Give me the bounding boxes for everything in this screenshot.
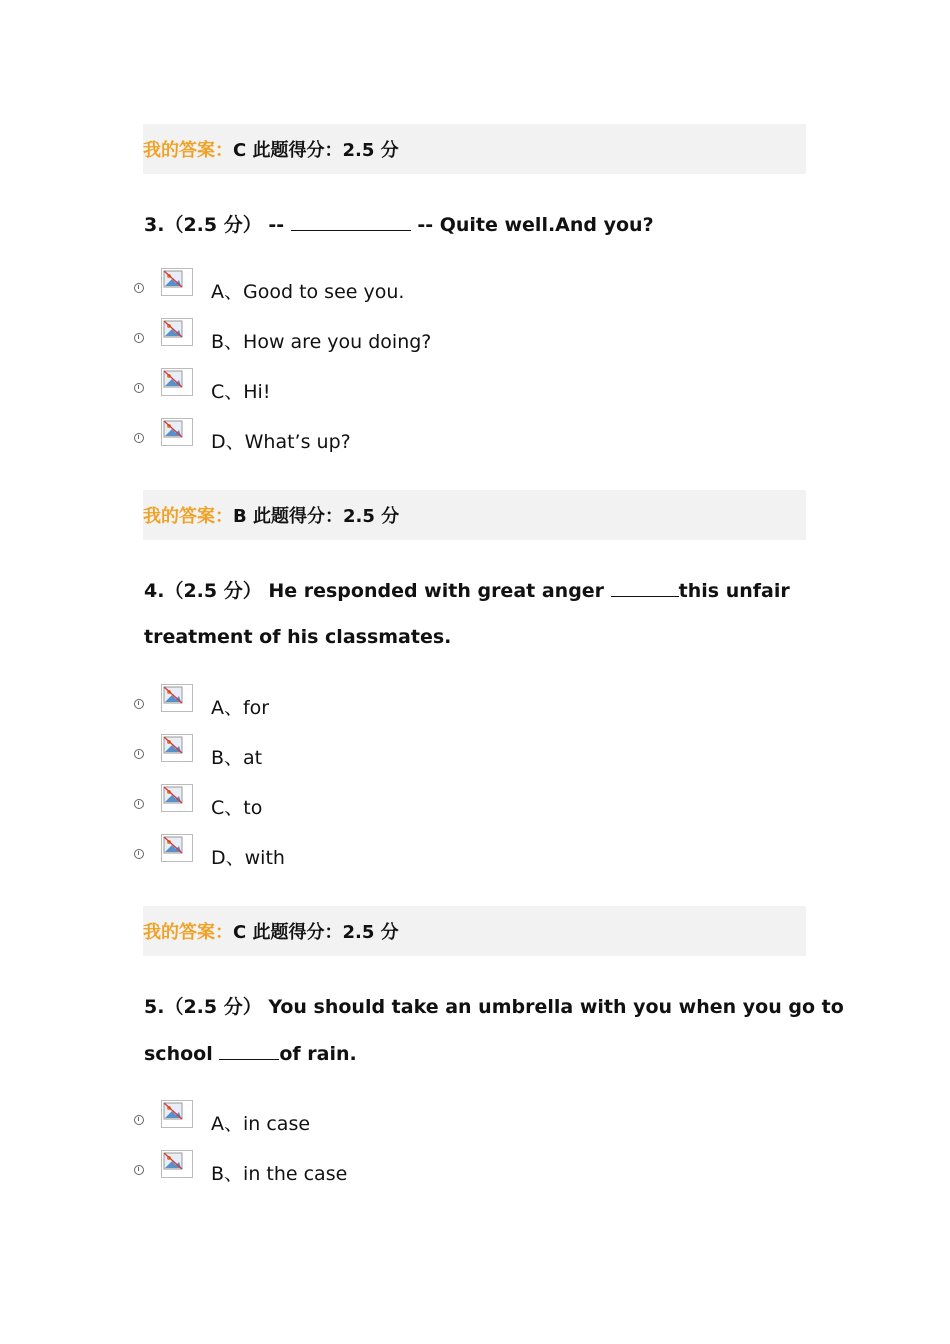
question-5-prefix: school xyxy=(144,1043,220,1066)
radio-button-icon[interactable] xyxy=(134,333,144,343)
radio-button-icon[interactable] xyxy=(134,1165,144,1175)
broken-image-icon xyxy=(161,684,193,712)
answer-label: 我的答案： xyxy=(143,140,233,161)
question-4-text xyxy=(144,576,790,603)
radio-button-icon[interactable] xyxy=(134,433,144,443)
question-3-text xyxy=(144,210,654,237)
radio-button-icon[interactable] xyxy=(134,1115,144,1125)
option-label: D、What’s up? xyxy=(211,431,351,453)
question-5-text-line2 xyxy=(144,1042,357,1065)
broken-image-icon xyxy=(161,1150,193,1178)
option-label: B、at xyxy=(211,747,263,769)
option-q3-b[interactable] xyxy=(133,318,733,352)
answer-label: 我的答案： xyxy=(143,922,233,943)
broken-image-icon xyxy=(161,368,193,396)
broken-image-icon xyxy=(161,1100,193,1128)
option-q4-c[interactable] xyxy=(133,784,733,818)
question-4-suffix: this unfair xyxy=(678,580,790,602)
radio-button-icon[interactable] xyxy=(134,383,144,393)
question-5-suffix: of rain. xyxy=(279,1043,357,1066)
question-4-text-line2: treatment of his classmates. xyxy=(144,626,452,648)
option-label: B、in the case xyxy=(211,1163,348,1185)
option-q3-d[interactable] xyxy=(133,418,733,452)
option-q4-d[interactable] xyxy=(133,834,733,868)
question-4-blank xyxy=(611,579,679,597)
broken-image-icon xyxy=(161,418,193,446)
question-4-prefix: 4.（2.5 分） He responded with great anger xyxy=(144,580,611,602)
radio-button-icon[interactable] xyxy=(134,283,144,293)
question-3-prefix: 3.（2.5 分） -- xyxy=(144,214,291,236)
broken-image-icon xyxy=(161,784,193,812)
option-label: B、How are you doing? xyxy=(211,331,432,353)
option-q5-b[interactable] xyxy=(133,1150,733,1184)
broken-image-icon xyxy=(161,268,193,296)
radio-button-icon[interactable] xyxy=(134,849,144,859)
option-q4-b[interactable] xyxy=(133,734,733,768)
question-5-blank xyxy=(219,1042,279,1060)
broken-image-icon xyxy=(161,318,193,346)
option-label: A、in case xyxy=(211,1113,311,1135)
question-3-suffix: -- Quite well.And you? xyxy=(410,214,654,236)
answer-bar xyxy=(143,906,806,956)
option-label: D、with xyxy=(211,847,285,869)
option-q5-a[interactable] xyxy=(133,1100,733,1134)
answer-score: C 此题得分：2.5 分 xyxy=(233,922,399,943)
option-label: A、Good to see you. xyxy=(211,281,405,303)
radio-button-icon[interactable] xyxy=(134,699,144,709)
option-label: C、to xyxy=(211,797,263,819)
question-5-text: 5.（2.5 分） You should take an umbrella with you when you go to xyxy=(144,996,844,1018)
radio-button-icon[interactable] xyxy=(134,749,144,759)
option-q3-c[interactable] xyxy=(133,368,733,402)
option-label: A、for xyxy=(211,697,270,719)
option-q3-a[interactable] xyxy=(133,268,733,302)
radio-button-icon[interactable] xyxy=(134,799,144,809)
question-3-blank xyxy=(291,213,411,231)
answer-score: C 此题得分：2.5 分 xyxy=(233,140,399,161)
answer-label: 我的答案： xyxy=(143,506,233,527)
broken-image-icon xyxy=(161,734,193,762)
answer-bar xyxy=(143,124,806,174)
answer-bar xyxy=(143,490,806,540)
option-q4-a[interactable] xyxy=(133,684,733,718)
broken-image-icon xyxy=(161,834,193,862)
answer-score: B 此题得分：2.5 分 xyxy=(233,506,400,527)
option-label: C、Hi! xyxy=(211,381,271,403)
